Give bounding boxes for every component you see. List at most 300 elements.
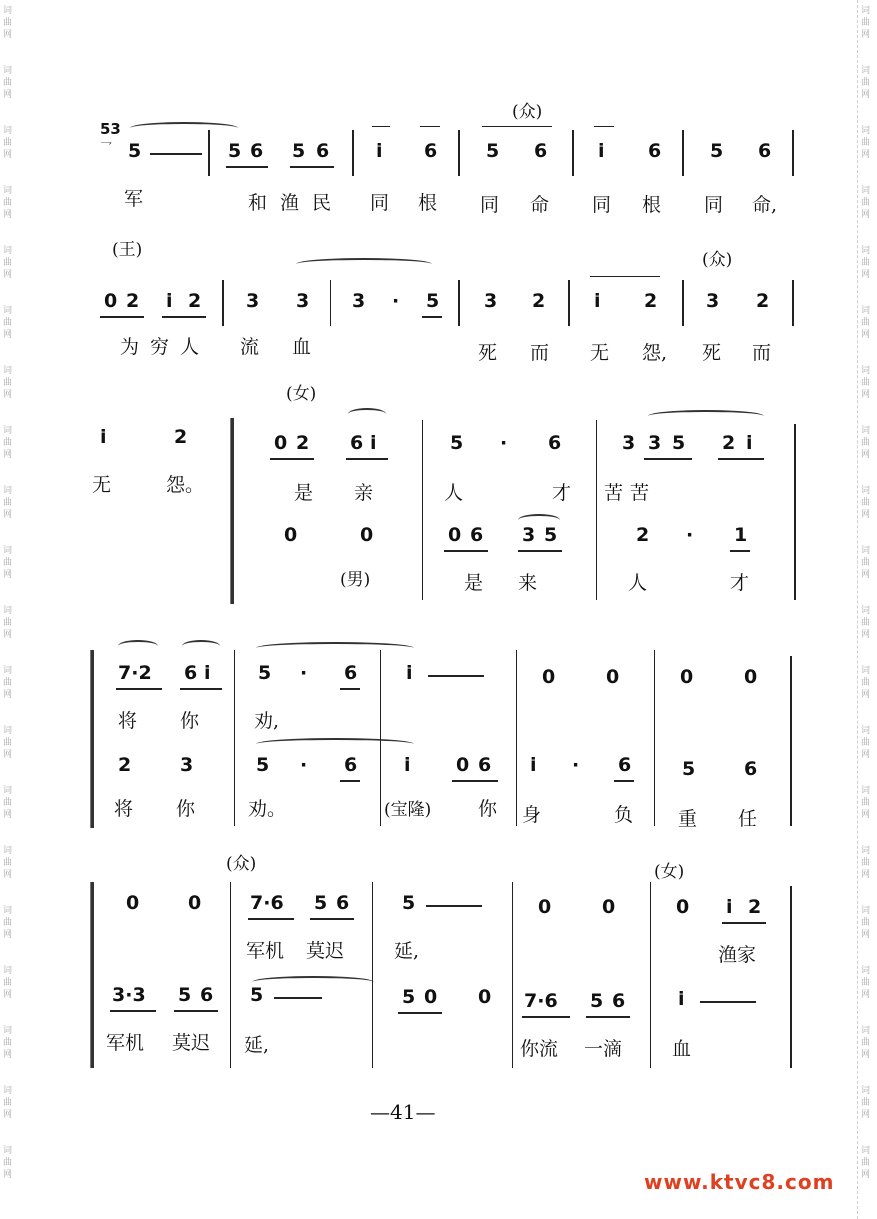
note: 5 [228, 140, 242, 162]
watermark-glyph: 词 [861, 1086, 871, 1096]
note: 0 [676, 896, 690, 918]
watermark-glyph: 网 [3, 1050, 13, 1060]
note: i [100, 426, 107, 448]
note: 3 [296, 290, 310, 312]
watermark-glyph: 网 [861, 1170, 871, 1180]
underline [226, 166, 268, 168]
note: i [530, 754, 537, 776]
watermark-glyph: 曲 [3, 918, 13, 928]
watermark-glyph: 词 [3, 66, 13, 76]
note: · [300, 754, 308, 776]
watermark-glyph: 曲 [3, 318, 13, 328]
note: · [300, 662, 308, 684]
watermark-glyph: 词 [861, 426, 871, 436]
watermark-glyph: 词 [3, 786, 13, 796]
slur [118, 640, 158, 652]
right-watermark [857, 0, 877, 1219]
bar-number: 53 [100, 120, 121, 138]
watermark-glyph: 曲 [3, 558, 13, 568]
lyric: 人 [180, 336, 200, 358]
lyric: 军机 [106, 1032, 145, 1054]
watermark-glyph: 词 [861, 966, 871, 976]
note: 0 [284, 524, 298, 546]
note: 2 [636, 524, 650, 546]
dash [150, 153, 202, 155]
lyric: 人 [628, 572, 648, 594]
watermark-glyph: 网 [861, 270, 871, 280]
note: 3 [180, 754, 194, 776]
barline [516, 650, 517, 826]
note: i [598, 140, 605, 162]
overline [420, 126, 440, 127]
underline [340, 688, 360, 690]
lyric: 将 [118, 710, 138, 732]
site-watermark[interactable]: www.ktvc8.com [644, 1170, 835, 1194]
role-chorus: (众) [702, 250, 733, 270]
underline [586, 1016, 630, 1018]
watermark-glyph: 网 [3, 1170, 13, 1180]
underline [718, 458, 764, 460]
lyric: 劝。 [248, 798, 287, 820]
watermark-glyph: 曲 [3, 858, 13, 868]
note: 5 [486, 140, 500, 162]
note: 3 [246, 290, 260, 312]
watermark-glyph: 词 [3, 906, 13, 916]
slur [296, 258, 432, 270]
watermark-glyph: 曲 [3, 618, 13, 628]
watermark-glyph: 词 [861, 306, 871, 316]
lyric: 血 [292, 336, 312, 358]
watermark-glyph: 网 [861, 390, 871, 400]
note: 2 [188, 290, 202, 312]
lyric: 死 [478, 342, 498, 364]
note: 6 [478, 754, 492, 776]
lyric: 任 [738, 808, 758, 830]
note: 3 [484, 290, 498, 312]
lyric: 你流 [520, 1038, 559, 1060]
watermark-glyph: 曲 [861, 18, 871, 28]
note: 5 [128, 140, 142, 162]
note: 6 [470, 524, 484, 546]
dash [274, 997, 322, 999]
watermark-glyph: 网 [861, 450, 871, 460]
barline [222, 280, 224, 326]
lyric: 是 [294, 482, 314, 504]
lyric: 来 [518, 572, 538, 594]
role-female: (女) [286, 384, 317, 404]
barline [596, 420, 597, 600]
lyric: 莫迟 [306, 940, 345, 962]
underline [310, 918, 354, 920]
note: 5 [256, 754, 270, 776]
watermark-glyph: 网 [861, 1050, 871, 1060]
watermark-glyph: 词 [861, 6, 871, 16]
watermark-glyph: 词 [3, 306, 13, 316]
watermark-glyph: 曲 [3, 798, 13, 808]
watermark-glyph: 网 [3, 570, 13, 580]
note: 2 [756, 290, 770, 312]
note: 5 [292, 140, 306, 162]
lyric: 你 [478, 798, 498, 820]
watermark-glyph: 网 [861, 990, 871, 1000]
watermark-glyph: 曲 [3, 498, 13, 508]
note: i [678, 988, 685, 1010]
lyric: 而 [752, 342, 772, 364]
lyric: 才 [552, 482, 572, 504]
watermark-glyph: 词 [3, 1146, 13, 1156]
overline [482, 126, 552, 127]
note: 2 [118, 754, 132, 776]
lyric: 你 [176, 798, 196, 820]
underline [248, 918, 294, 920]
watermark-glyph: 网 [3, 1110, 13, 1120]
watermark-glyph: 网 [861, 930, 871, 940]
watermark-glyph: 词 [861, 66, 871, 76]
note: 6 [200, 984, 214, 1006]
slur [348, 408, 386, 420]
watermark-glyph: 曲 [3, 378, 13, 388]
lyric: 同 [592, 194, 612, 216]
note: 0 [542, 666, 556, 688]
watermark-glyph: 网 [3, 750, 13, 760]
watermark-glyph: 词 [3, 546, 13, 556]
watermark-glyph: 词 [3, 186, 13, 196]
watermark-glyph: 曲 [3, 138, 13, 148]
watermark-glyph: 词 [861, 366, 871, 376]
watermark-glyph: 网 [3, 330, 13, 340]
lyric: 和 [248, 192, 268, 214]
watermark-glyph: 曲 [861, 198, 871, 208]
watermark-glyph: 网 [861, 1110, 871, 1120]
watermark-glyph: 词 [861, 126, 871, 136]
lyric: 同 [704, 194, 724, 216]
note: 0 [680, 666, 694, 688]
note: 5 [402, 986, 416, 1008]
barline [234, 650, 235, 826]
note: 3 [648, 432, 662, 454]
watermark-glyph: 网 [3, 930, 13, 940]
slur [252, 976, 374, 988]
slur [256, 738, 414, 750]
underline [116, 688, 162, 690]
lyric: 延, [394, 940, 420, 962]
watermark-glyph: 网 [3, 690, 13, 700]
lyric: 苦 [630, 482, 650, 504]
lyric: 负 [614, 804, 634, 826]
barline [512, 882, 513, 1068]
underline [100, 316, 144, 318]
note: 5 [710, 140, 724, 162]
barline [458, 130, 460, 176]
role-baolong: (宝隆) [384, 800, 432, 820]
dash [426, 905, 482, 907]
note: 5 [590, 990, 604, 1012]
watermark-glyph: 词 [3, 606, 13, 616]
watermark-glyph: 曲 [3, 978, 13, 988]
underline [290, 166, 334, 168]
watermark-glyph: 词 [3, 366, 13, 376]
page-number: —41— [370, 1100, 436, 1124]
watermark-glyph: 曲 [3, 18, 13, 28]
barline [380, 650, 381, 826]
watermark-glyph: 词 [3, 246, 13, 256]
note: 7·6 [250, 892, 284, 914]
barline [792, 130, 794, 176]
note: 0 [744, 666, 758, 688]
watermark-glyph: 网 [3, 30, 13, 40]
note: 0 [606, 666, 620, 688]
lyric: 重 [678, 808, 698, 830]
watermark-glyph: 网 [861, 810, 871, 820]
watermark-glyph: 词 [861, 666, 871, 676]
underline [722, 922, 766, 924]
watermark-glyph: 曲 [3, 678, 13, 688]
underline [644, 458, 692, 460]
barline [208, 130, 210, 176]
note: 0 [104, 290, 118, 312]
note: 2 [722, 432, 736, 454]
underline [340, 780, 360, 782]
watermark-glyph: 曲 [3, 198, 13, 208]
lyric: 是 [464, 572, 484, 594]
watermark-glyph: 曲 [861, 978, 871, 988]
underline [518, 550, 562, 552]
barline [650, 882, 651, 1068]
watermark-glyph: 词 [3, 6, 13, 16]
lyric: 渔 [280, 192, 300, 214]
barline [458, 280, 460, 326]
role-female: (女) [654, 862, 685, 882]
watermark-glyph: 曲 [861, 498, 871, 508]
watermark-glyph: 词 [3, 486, 13, 496]
watermark-glyph: 网 [861, 330, 871, 340]
watermark-glyph: 网 [861, 90, 871, 100]
note: · [392, 290, 400, 312]
barline [230, 882, 231, 1068]
slur [182, 640, 220, 652]
note: i [166, 290, 173, 312]
lyric: 无 [92, 474, 112, 496]
note: 0 [188, 892, 202, 914]
watermark-glyph: 曲 [3, 1098, 13, 1108]
lyric: 同 [370, 192, 390, 214]
barline [330, 280, 331, 326]
note: 6 [424, 140, 438, 162]
lyric: 你 [180, 710, 200, 732]
watermark-glyph: 词 [861, 906, 871, 916]
note: 6 [344, 662, 358, 684]
note: 6 [612, 990, 626, 1012]
note: 5 [682, 758, 696, 780]
underline [180, 688, 222, 690]
note: 6 [548, 432, 562, 454]
note: 5 [672, 432, 686, 454]
note: 5 [426, 290, 440, 312]
role-chorus: (众) [226, 854, 257, 874]
note: 5 [178, 984, 192, 1006]
watermark-glyph: 网 [861, 510, 871, 520]
dash [428, 675, 484, 677]
note: i [204, 662, 211, 684]
watermark-glyph: 网 [3, 90, 13, 100]
barline [794, 424, 796, 600]
note: 6 [648, 140, 662, 162]
lyric: 将 [114, 798, 134, 820]
slur [130, 122, 238, 134]
watermark-glyph: 曲 [861, 138, 871, 148]
watermark-glyph: 词 [861, 786, 871, 796]
note: 3 [352, 290, 366, 312]
note: 0 [360, 524, 374, 546]
dash [700, 1001, 756, 1003]
underline [452, 780, 498, 782]
lyric: 根 [418, 192, 438, 214]
note: 5 [250, 984, 264, 1006]
note: 6 [744, 758, 758, 780]
lyric: 军 [124, 188, 144, 210]
note: 2 [296, 432, 310, 454]
note: 0 [478, 986, 492, 1008]
note: 3 [622, 432, 636, 454]
lyric: 延, [244, 1034, 270, 1056]
lyric: 一滴 [584, 1038, 623, 1060]
tie-mark: 乛 [100, 141, 113, 155]
note: 0 [274, 432, 288, 454]
barline [352, 130, 354, 176]
lyric: 劝, [254, 710, 280, 732]
barline [682, 130, 684, 176]
watermark-glyph: 曲 [3, 258, 13, 268]
system-brace [230, 418, 234, 604]
watermark-glyph: 词 [861, 606, 871, 616]
watermark-glyph: 词 [3, 426, 13, 436]
watermark-glyph: 曲 [861, 1098, 871, 1108]
note: i [370, 432, 377, 454]
lyric: 命 [530, 194, 550, 216]
watermark-glyph: 网 [3, 390, 13, 400]
watermark-glyph: 词 [3, 1086, 13, 1096]
note: 7·2 [118, 662, 152, 684]
lyric: 才 [730, 572, 750, 594]
lyric: 身 [522, 804, 542, 826]
lyric: 民 [312, 192, 332, 214]
overline [594, 126, 614, 127]
watermark-glyph: 曲 [861, 1038, 871, 1048]
watermark-glyph: 词 [3, 666, 13, 676]
watermark-glyph: 网 [3, 210, 13, 220]
underline [614, 780, 634, 782]
note: 0 [126, 892, 140, 914]
lyric: 渔家 [718, 944, 757, 966]
watermark-glyph: 曲 [861, 378, 871, 388]
watermark-glyph: 网 [3, 150, 13, 160]
note: 6 [618, 754, 632, 776]
lyric: 死 [702, 342, 722, 364]
note: 5 [258, 662, 272, 684]
watermark-glyph: 网 [861, 690, 871, 700]
note: i [404, 754, 411, 776]
watermark-glyph: 词 [861, 726, 871, 736]
watermark-glyph: 网 [3, 510, 13, 520]
watermark-glyph: 曲 [861, 858, 871, 868]
note: 5 [450, 432, 464, 454]
watermark-glyph: 词 [861, 186, 871, 196]
note: 5 [314, 892, 328, 914]
lyric: 命, [752, 194, 778, 216]
watermark-glyph: 曲 [861, 918, 871, 928]
overline [372, 126, 390, 127]
note: 6 [350, 432, 364, 454]
lyric: 军机 [246, 940, 285, 962]
watermark-glyph: 曲 [861, 558, 871, 568]
note: 2 [532, 290, 546, 312]
watermark-glyph: 词 [861, 1026, 871, 1036]
note: 0 [602, 896, 616, 918]
note: 6 [758, 140, 772, 162]
underline [422, 316, 442, 318]
watermark-glyph: 词 [3, 1026, 13, 1036]
slur [256, 642, 414, 654]
watermark-glyph: 词 [3, 726, 13, 736]
note: 2 [174, 426, 188, 448]
lyric: 流 [240, 336, 260, 358]
watermark-glyph: 网 [861, 210, 871, 220]
underline [162, 316, 206, 318]
watermark-glyph: 曲 [861, 798, 871, 808]
lyric: 为 [120, 336, 140, 358]
barline [372, 882, 373, 1068]
barline [792, 280, 794, 326]
barline [682, 280, 684, 326]
note: 0 [448, 524, 462, 546]
barline [422, 420, 423, 600]
lyric: 人 [444, 482, 464, 504]
underline [110, 1010, 156, 1012]
barline [790, 886, 792, 1068]
watermark-glyph: 网 [861, 630, 871, 640]
overline [590, 276, 660, 277]
watermark-glyph: 网 [3, 870, 13, 880]
watermark-glyph: 网 [3, 810, 13, 820]
note: 0 [424, 986, 438, 1008]
watermark-glyph: 词 [3, 966, 13, 976]
watermark-glyph: 曲 [861, 318, 871, 328]
watermark-glyph: 词 [861, 486, 871, 496]
watermark-glyph: 网 [3, 990, 13, 1000]
note: i [406, 662, 413, 684]
note: 0 [538, 896, 552, 918]
underline [270, 458, 314, 460]
note: 2 [748, 896, 762, 918]
watermark-glyph: 曲 [861, 258, 871, 268]
watermark-glyph: 网 [3, 630, 13, 640]
lyric: 穷 [150, 336, 170, 358]
note: 6 [344, 754, 358, 776]
note: i [726, 896, 733, 918]
left-watermark [0, 0, 20, 1219]
watermark-glyph: 词 [861, 846, 871, 856]
role-chorus: (众) [512, 102, 543, 122]
system-brace [90, 650, 94, 828]
lyric: 莫迟 [172, 1032, 211, 1054]
watermark-glyph: 网 [3, 270, 13, 280]
barline [790, 656, 792, 826]
underline [174, 1010, 218, 1012]
note: 6 [250, 140, 264, 162]
watermark-glyph: 网 [861, 870, 871, 880]
note: 2 [644, 290, 658, 312]
watermark-glyph: 曲 [861, 78, 871, 88]
